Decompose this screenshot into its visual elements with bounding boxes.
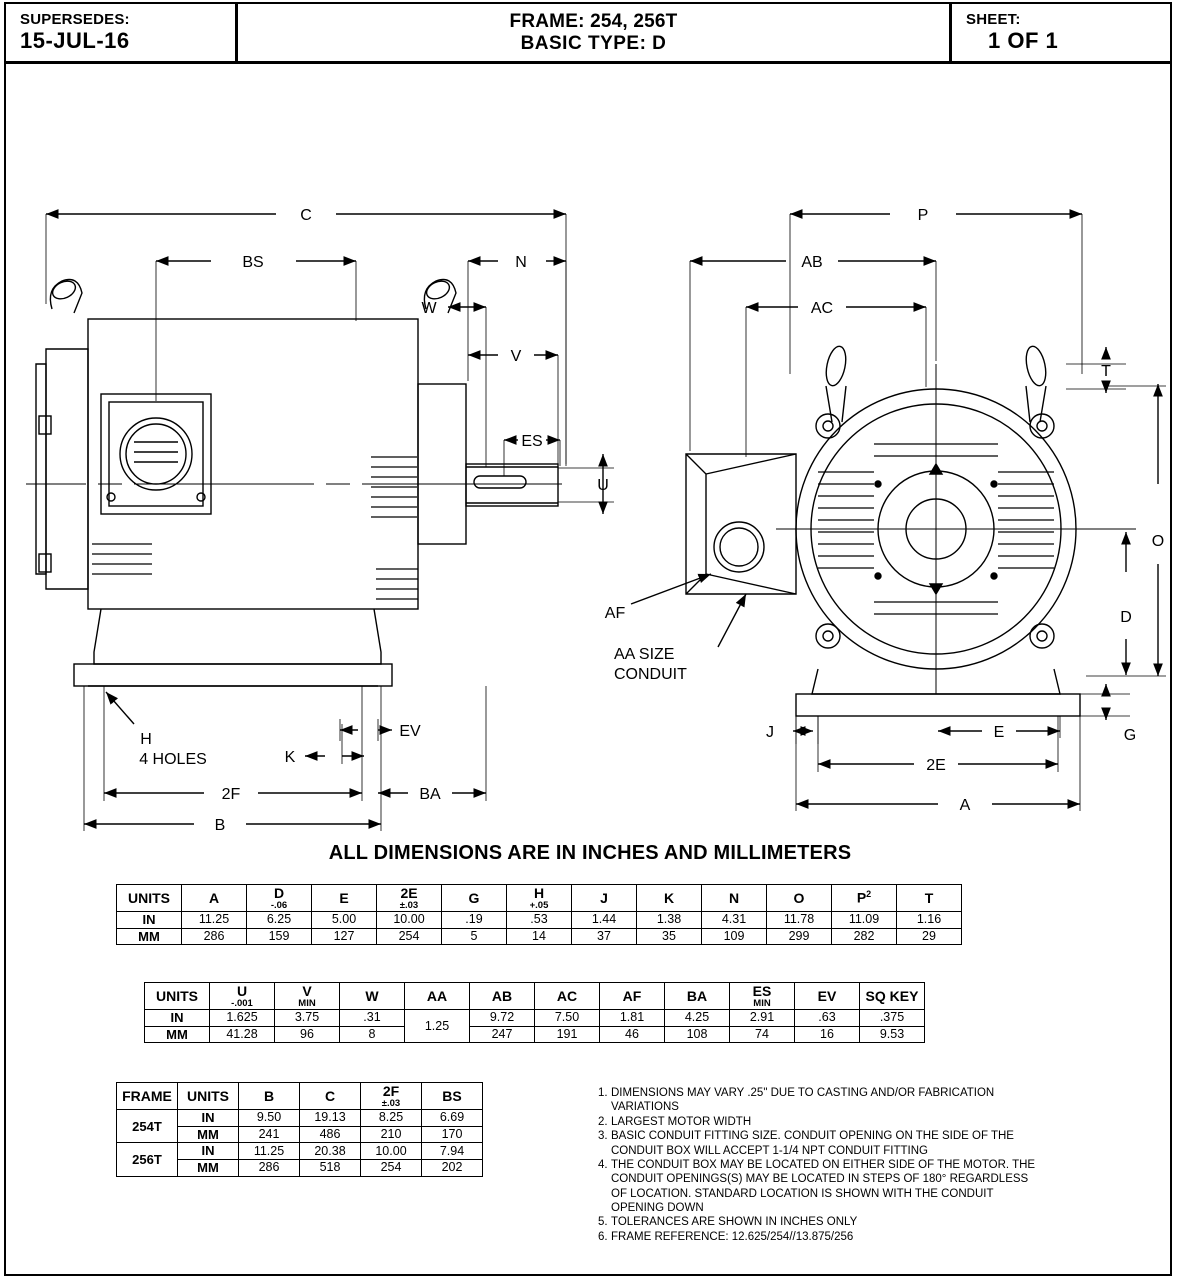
cell: 8 <box>340 1026 405 1043</box>
cell: 109 <box>702 928 767 945</box>
col-2f: 2F ±.03 <box>361 1083 422 1110</box>
cell: 7.50 <box>535 1010 600 1027</box>
dimension-table-1 <box>116 884 962 945</box>
supersedes-label: SUPERSEDES: <box>20 11 130 28</box>
dim-label-four-holes: 4 HOLES <box>139 751 207 768</box>
cell: 96 <box>275 1026 340 1043</box>
col-c: C <box>300 1083 361 1110</box>
note-item <box>598 1158 1038 1216</box>
cell: 4.31 <box>702 912 767 929</box>
cell: .63 <box>795 1010 860 1027</box>
note-text: LARGEST MOTOR WIDTH <box>611 1115 752 1128</box>
dim-label-e: E <box>993 724 1005 741</box>
col-v: V MIN <box>275 983 340 1010</box>
col-ba: BA <box>665 983 730 1010</box>
dim-label-2e: 2E <box>926 757 946 774</box>
dim-label-o: O <box>1151 533 1165 550</box>
note-number: 1. <box>598 1087 608 1099</box>
cell: 108 <box>665 1026 730 1043</box>
dim-label-aa-size: AA SIZE <box>614 646 675 663</box>
cell: 9.50 <box>239 1110 300 1127</box>
col-sq-key: SQ KEY <box>860 983 925 1010</box>
table-row <box>117 1110 483 1127</box>
col-d: D -.06 <box>247 885 312 912</box>
sheet-label: SHEET: <box>966 11 1021 28</box>
cell: 1.625 <box>210 1010 275 1027</box>
col-w: W <box>340 983 405 1010</box>
row-units-in: IN <box>145 1010 210 1027</box>
note-item <box>598 1086 1038 1115</box>
dim-label-ba: BA <box>419 786 441 803</box>
table-header-row <box>117 885 962 912</box>
cell: 9.53 <box>860 1026 925 1043</box>
cell: 210 <box>361 1126 422 1143</box>
cell: 16 <box>795 1026 860 1043</box>
table-header-row <box>145 983 925 1010</box>
cell: 11.25 <box>182 912 247 929</box>
dim-label-bs: BS <box>242 254 264 271</box>
cell: 10.00 <box>377 912 442 929</box>
note-number: 4. <box>598 1158 608 1171</box>
cell: 14 <box>507 928 572 945</box>
cell: 4.25 <box>665 1010 730 1027</box>
notes-list <box>598 1086 1038 1244</box>
cell: 37 <box>572 928 637 945</box>
cell: 11.78 <box>767 912 832 929</box>
cell: 41.28 <box>210 1026 275 1043</box>
col-t: T <box>897 885 962 912</box>
cell: 10.00 <box>361 1143 422 1160</box>
frame-256t: 256T <box>117 1143 178 1176</box>
cell: 2.91 <box>730 1010 795 1027</box>
dim-label-p: P <box>917 207 929 224</box>
cell: 11.09 <box>832 912 897 929</box>
note-item <box>598 1115 1038 1129</box>
dim-label-k: K <box>284 749 296 766</box>
cell-aa-merged: 1.25 <box>405 1010 470 1043</box>
cell: 11.25 <box>239 1143 300 1160</box>
note-item <box>598 1215 1038 1229</box>
frame-label: FRAME: 254, 256T <box>509 10 678 32</box>
cell: 35 <box>637 928 702 945</box>
dim-label-g: G <box>1123 727 1137 744</box>
cell: 5.00 <box>312 912 377 929</box>
dimension-table-2 <box>144 982 925 1043</box>
row-units-mm: MM <box>178 1160 239 1177</box>
dimension-tables-area <box>6 842 1174 1243</box>
sheet-value: 1 OF 1 <box>988 28 1059 53</box>
table-header-row <box>117 1083 483 1110</box>
dim-label-ab: AB <box>801 254 823 271</box>
dim-label-j: J <box>766 724 774 741</box>
cell: 170 <box>422 1126 483 1143</box>
cell: .31 <box>340 1010 405 1027</box>
cell: 5 <box>442 928 507 945</box>
dim-label-u: U <box>597 477 609 494</box>
note-number: 6. <box>598 1230 608 1243</box>
col-n: N <box>702 885 767 912</box>
row-units-mm: MM <box>117 928 182 945</box>
dim-label-n: N <box>515 254 527 271</box>
dim-label-2f: 2F <box>221 786 241 803</box>
col-aa: AA <box>405 983 470 1010</box>
cell: 241 <box>239 1126 300 1143</box>
note-text: TOLERANCES ARE SHOWN IN INCHES ONLY <box>611 1216 858 1229</box>
dim-label-b: B <box>214 817 226 834</box>
cell: 254 <box>377 928 442 945</box>
col-units: UNITS <box>117 885 182 912</box>
row-units-in: IN <box>117 912 182 929</box>
cell: 159 <box>247 928 312 945</box>
col-k: K <box>637 885 702 912</box>
note-number: 3. <box>598 1130 608 1143</box>
cell: 8.25 <box>361 1110 422 1127</box>
cell: 46 <box>600 1026 665 1043</box>
dimension-table-3 <box>116 1082 483 1177</box>
cell: 29 <box>897 928 962 945</box>
cell: 9.72 <box>470 1010 535 1027</box>
basic-type-label: BASIC TYPE: D <box>520 32 667 54</box>
title-block <box>6 4 1170 64</box>
dim-label-t: T <box>1101 363 1111 380</box>
dim-label-ac: AC <box>810 300 834 317</box>
cell: 127 <box>312 928 377 945</box>
col-ab: AB <box>470 983 535 1010</box>
cell: 1.16 <box>897 912 962 929</box>
cell: 247 <box>470 1026 535 1043</box>
supersedes-value: 15-JUL-16 <box>20 28 130 53</box>
cell: 3.75 <box>275 1010 340 1027</box>
col-ac: AC <box>535 983 600 1010</box>
note-text: THE CONDUIT BOX MAY BE LOCATED ON EITHER SIDE OF THE MOTOR. THE CONDUIT OPENINGS(S) MAY BE LOCATED IN STEPS OF 180° REGARDLESS OF LOCATION. STANDARD LOCATION IS SHOWN WITH THE CONDUIT OPENING DOWN <box>611 1158 1036 1214</box>
frame-254t: 254T <box>117 1110 178 1143</box>
col-e: E <box>312 885 377 912</box>
cell: 286 <box>182 928 247 945</box>
cell: .375 <box>860 1010 925 1027</box>
cell: 1.81 <box>600 1010 665 1027</box>
dim-label-es: ES <box>521 433 543 450</box>
cell: 7.94 <box>422 1143 483 1160</box>
note-number: 5. <box>598 1216 608 1229</box>
cell: 6.25 <box>247 912 312 929</box>
note-text: FRAME REFERENCE: 12.625/254//13.875/256 <box>611 1230 854 1243</box>
cell: .19 <box>442 912 507 929</box>
sheet-cell <box>952 4 1170 61</box>
table-row <box>145 1010 925 1027</box>
drawing-svg <box>6 64 1174 844</box>
col-u: U -.001 <box>210 983 275 1010</box>
note-item <box>598 1230 1038 1244</box>
col-es: ES MIN <box>730 983 795 1010</box>
cell: 19.13 <box>300 1110 361 1127</box>
cell: 191 <box>535 1026 600 1043</box>
cell: 486 <box>300 1126 361 1143</box>
cell: 1.38 <box>637 912 702 929</box>
dim-label-a: A <box>959 797 971 814</box>
supersedes-cell <box>6 4 238 61</box>
row-units-in: IN <box>178 1110 239 1127</box>
note-number: 2. <box>598 1115 608 1128</box>
row-units-mm: MM <box>178 1126 239 1143</box>
col-a: A <box>182 885 247 912</box>
col-j: J <box>572 885 637 912</box>
cell: 282 <box>832 928 897 945</box>
col-units: UNITS <box>145 983 210 1010</box>
cell: 518 <box>300 1160 361 1177</box>
cell: 20.38 <box>300 1143 361 1160</box>
row-units-mm: MM <box>145 1026 210 1043</box>
frame-cell <box>238 4 952 61</box>
cell: 286 <box>239 1160 300 1177</box>
cell: 6.69 <box>422 1110 483 1127</box>
note-item <box>598 1129 1038 1158</box>
table-row <box>117 912 962 929</box>
dim-label-c: C <box>300 207 312 224</box>
cell: 254 <box>361 1160 422 1177</box>
cell: 299 <box>767 928 832 945</box>
row-units-in: IN <box>178 1143 239 1160</box>
note-text: BASIC CONDUIT FITTING SIZE. CONDUIT OPENING ON THE SIDE OF THE CONDUIT BOX WILL ACCEPT 1-1/4 NPT CONDUIT FITTING <box>611 1130 1014 1157</box>
all-dimensions-heading: ALL DIMENSIONS ARE IN INCHES AND MILLIMETERS <box>328 842 852 864</box>
col-b: B <box>239 1083 300 1110</box>
dim-label-h: H <box>140 731 152 748</box>
cell: 1.44 <box>572 912 637 929</box>
cell: 202 <box>422 1160 483 1177</box>
table-row <box>117 928 962 945</box>
motor-outline-drawing <box>6 64 1174 844</box>
col-af: AF <box>600 983 665 1010</box>
dim-label-v: V <box>510 348 522 365</box>
note-text: DIMENSIONS MAY VARY .25" DUE TO CASTING AND/OR FABRICATION VARIATIONS <box>611 1087 995 1114</box>
drawing-sheet <box>4 2 1172 1276</box>
dim-label-ev: EV <box>399 723 421 740</box>
cell: 74 <box>730 1026 795 1043</box>
cell: .53 <box>507 912 572 929</box>
col-p: $P^2$ <box>832 885 897 912</box>
col-units: UNITS <box>178 1083 239 1110</box>
col-frame: FRAME <box>117 1083 178 1110</box>
table-row <box>117 1143 483 1160</box>
dim-label-w: W <box>421 300 437 317</box>
dim-label-d: D <box>1120 609 1132 626</box>
col-bs: BS <box>422 1083 483 1110</box>
table-row <box>145 1026 925 1043</box>
col-o: O <box>767 885 832 912</box>
dim-label-af: AF <box>604 605 626 622</box>
dim-label-conduit: CONDUIT <box>614 666 687 683</box>
col-h: H +.05 <box>507 885 572 912</box>
col-ev: EV <box>795 983 860 1010</box>
col-g: G <box>442 885 507 912</box>
col-2e: 2E ±.03 <box>377 885 442 912</box>
